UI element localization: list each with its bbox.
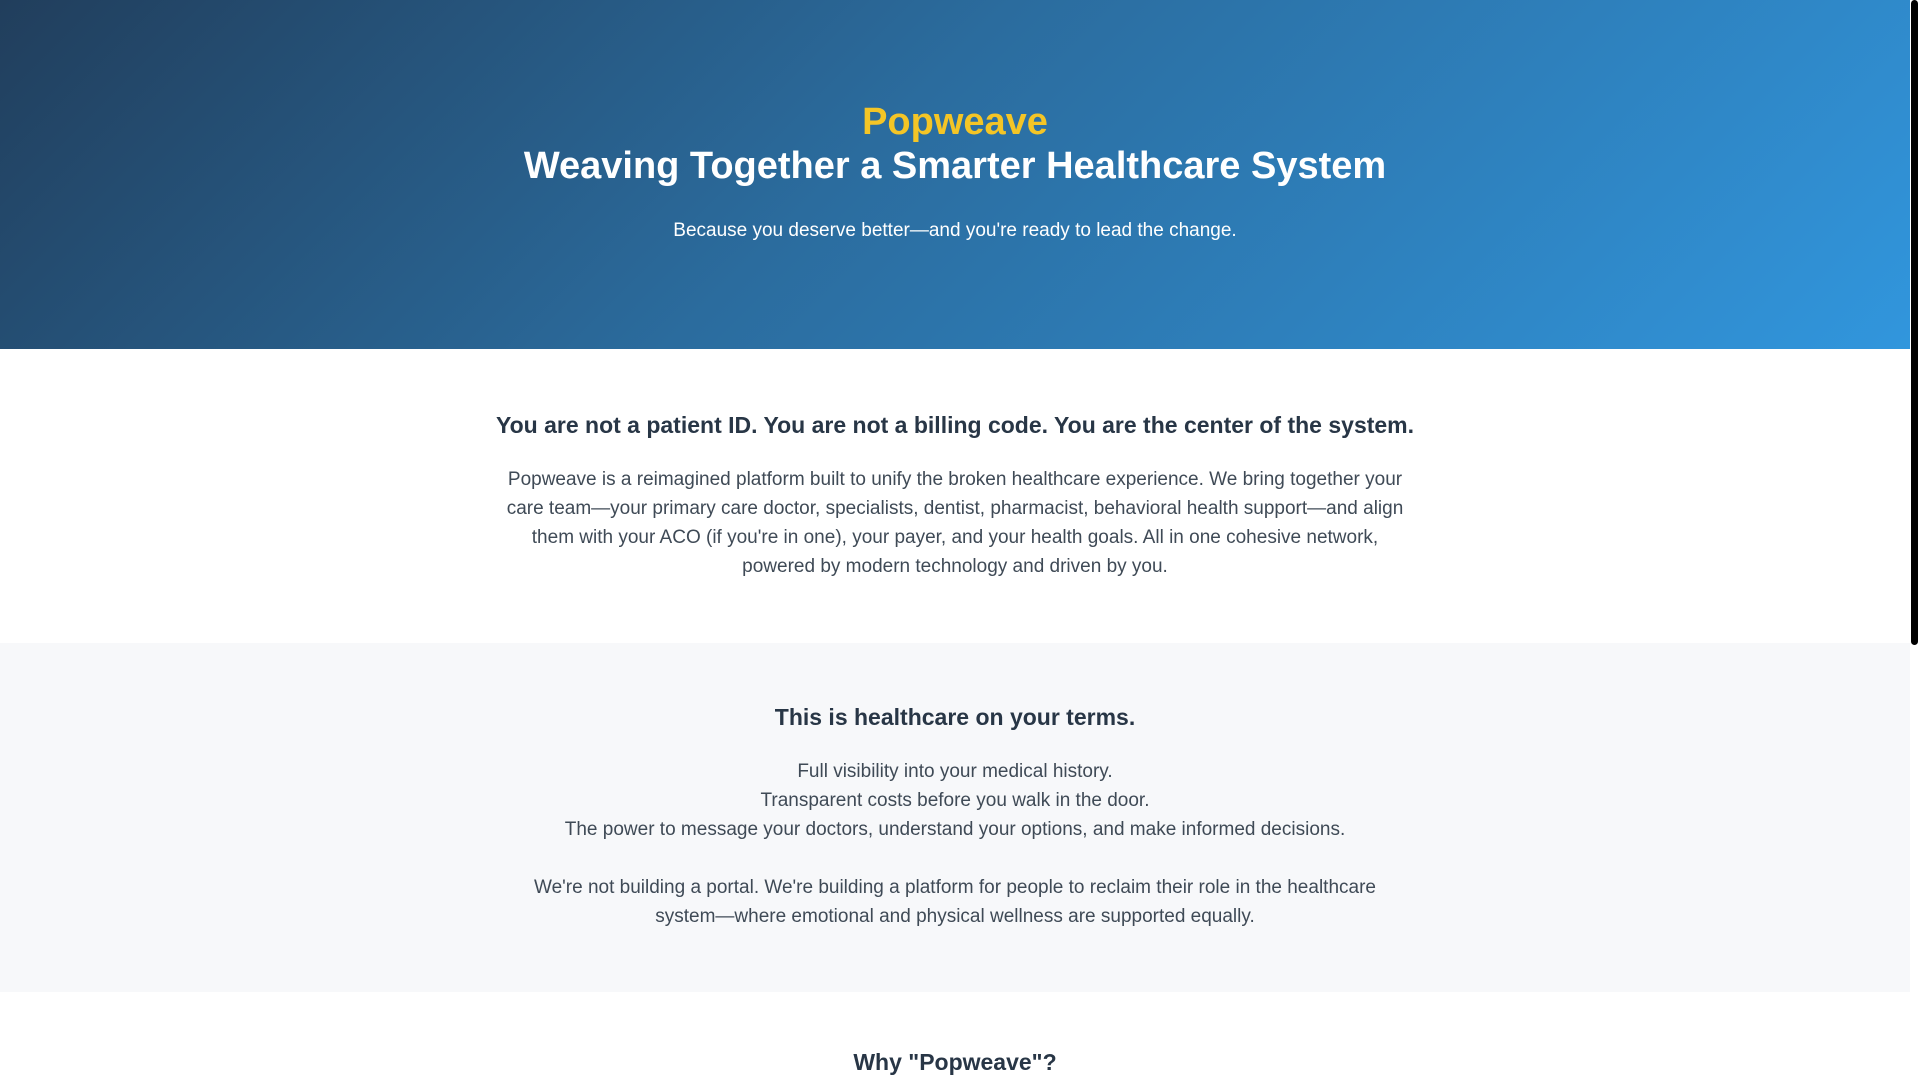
hero-subtitle: Because you deserve better—and you're ready to lead the change.: [673, 220, 1237, 241]
terms-line: Full visibility into your medical history.: [797, 761, 1113, 782]
why-heading: Why "Popweave"?: [853, 1049, 1057, 1075]
terms-closing: We're not building a portal. We're building a platform for people to reclaim their role in the healthcare system—where emotional and physical wellness are supported equally.: [534, 877, 1376, 927]
terms-heading: This is healthcare on your terms.: [774, 704, 1136, 730]
terms-section: [0, 643, 1910, 992]
intro-body: Popweave is a reimagined platform built to unify the broken healthcare experience. We bring together your care team—your primary care doctor, specialists, dentist, pharmacist, behavioral health support—and align them with your ACO (if you're in one), your payer, and your health goals. All in one cohesive network, powered by modern technology and driven by you.: [506, 469, 1404, 577]
intro-heading: You are not a patient ID. You are not a billing code. You are the center of the system.: [495, 412, 1415, 438]
scrollbar-thumb[interactable]: [1911, 0, 1918, 645]
why-section: [0, 992, 1910, 1080]
hero-title: Weaving Together a Smarter Healthcare System: [523, 145, 1387, 187]
terms-list: [0, 757, 1910, 844]
terms-line: The power to message your doctors, understand your options, and make informed decisions.: [564, 819, 1346, 840]
hero-banner: [0, 0, 1910, 349]
intro-section: [0, 349, 1910, 643]
vertical-scrollbar[interactable]: [1910, 0, 1920, 1080]
brand-name: Popweave: [862, 101, 1048, 143]
terms-line: Transparent costs before you walk in the door.: [760, 790, 1150, 811]
